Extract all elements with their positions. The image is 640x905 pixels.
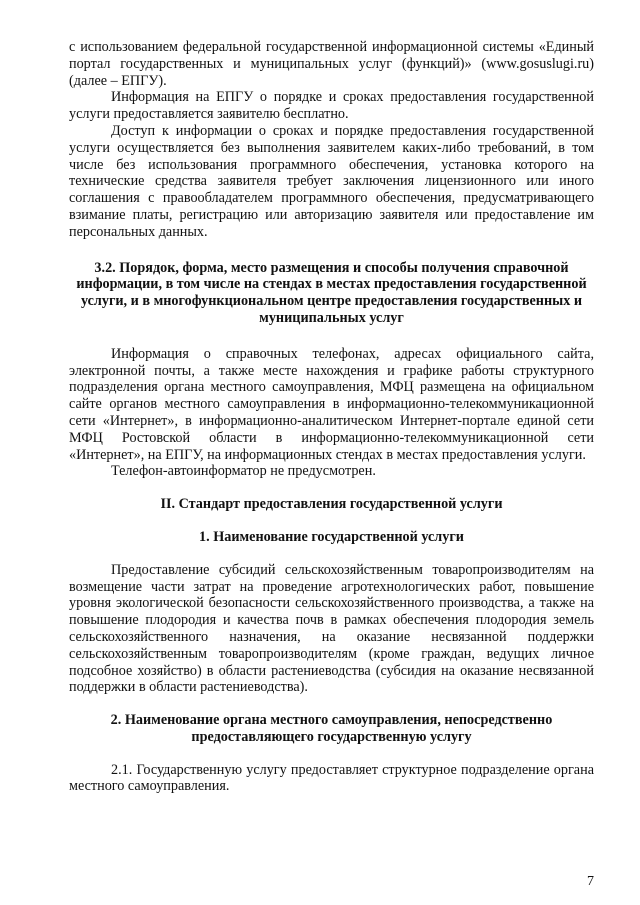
paragraph-epgu-free-info: Информация на ЕПГУ о порядке и сроках предоставления государственной услуги предоставляется заявителю бесплатно. <box>69 89 594 123</box>
paragraph-reference-info: Информация о справочных телефонах, адресах официального сайта, электронной почты, а также месте нахождения и графике работы структурного подразделения органа местного самоуправления, МФЦ размещена на официальном сайте органов местного самоуправления в информационно-телекоммуникационной сети «Интернет», в информационно-аналитическом Интернет-портале единой сети МФЦ Ростовской области в информационно-телекоммуникационной сети «Интернет», на ЕПГУ, на информационных стендах в местах предоставления услуги. <box>69 345 594 463</box>
heading-service-name: 1. Наименование государственной услуги <box>199 528 464 545</box>
heading-authority-name: 2. Наименование органа местного самоуправления, непосредственно предоставляющего государственную услугу <box>110 712 553 745</box>
page-number: 7 <box>587 874 594 889</box>
document-body <box>69 39 594 795</box>
paragraph-2-1: 2.1. Государственную услугу предоставляет структурное подразделение органа местного самоуправления. <box>69 761 594 795</box>
paragraph-access-info: Доступ к информации о сроках и порядке предоставления государственной услуги осуществляется без выполнения заявителем каких-либо требований, в том числе без использования программного обеспечения, установка которого на технические средства заявителя требует заключения лицензионного или иного соглашения с правообладателем программного обеспечения, предусматривающего взимание платы, регистрацию или авторизацию заявителя или предоставление им персональных данных. <box>69 122 594 240</box>
heading-section-ii: II. Стандарт предоставления государственной услуги <box>160 496 503 513</box>
heading-section-3-2: 3.2. Порядок, форма, место размещения и способы получения справочной информации, в том числе на стендах в местах предоставления государственной услуги, и в многофункциональном центре предоставления государственных и муниципальных услуг <box>76 259 587 326</box>
paragraph-service-description: Предоставление субсидий сельскохозяйственным товаропроизводителям на возмещение части затрат на проведение агротехнологических работ, повышение уровня экологической безопасности сельскохозяйственного производства, а также на повышение плодородия и качества почв в рамках обеспечения плодородия земель сельскохозяйственного назначения, на оказание несвязанной поддержки сельскохозяйственным товаропроизводителям (кроме граждан, ведущих личное подсобное хозяйство) в области растениеводства (субсидия на оказание несвязанной поддержки в области растениеводства). <box>69 561 594 696</box>
paragraph-epgu-system: с использованием федеральной государственной информационной системы «Единый портал государственных и муниципальных услуг (функций)» (www.gosuslugi.ru) (далее – ЕПГУ). <box>69 39 594 89</box>
paragraph-autoinformer: Телефон-автоинформатор не предусмотрен. <box>111 463 376 480</box>
